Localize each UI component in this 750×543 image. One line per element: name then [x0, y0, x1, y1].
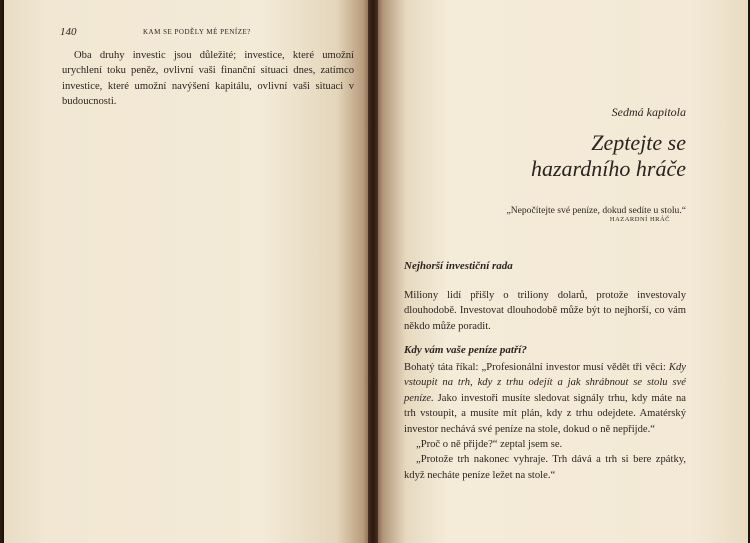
chapter-title-line1: Zeptejte se [591, 130, 686, 155]
section-2-p1-start: Bohatý táta říkal: „Profesionální investor musí vědět tři věci: [404, 362, 669, 373]
section-2-p1-italic: Kdy vstoupit na trh, kdy z trhu odejít a jak shrábnout se stolu své peníze. [404, 362, 686, 404]
section-2-text [404, 360, 686, 483]
section-1-text [404, 288, 686, 334]
epigraph-author: HAZARDNÍ HRÁČ [609, 216, 670, 223]
section-heading-1: Nejhorší investiční rada [404, 260, 513, 272]
chapter-title [440, 130, 686, 182]
section-2-paragraph-3: „Protože trh nakonec vyhraje. Trh dává a trh si bere zpátky, když necháte peníze ležet na stole.“ [404, 454, 686, 481]
chapter-title-line2: hazardního hráče [530, 156, 686, 181]
section-2-paragraph-1 [404, 360, 686, 437]
epigraph: „Nepočítejte své peníze, dokud sedíte u stolu.“ [506, 205, 686, 216]
running-head: KAM SE PODĚLY MÉ PENÍZE? [143, 28, 251, 36]
section-2-paragraph-2: „Proč o ně přijde?“ zeptal jsem se. [416, 439, 563, 451]
left-paragraph: Oba druhy investic jsou důležité; investice, které umožní urychlení toku peněz, ovlivní vaši finanční situaci dnes, zatímco investice, které umožní navýšení kapitálu, ovlivní vaši situaci v budoucnosti. [62, 50, 354, 108]
book-spine [368, 0, 378, 543]
chapter-label: Sedmá kapitola [611, 105, 686, 119]
page-number: 140 [60, 26, 77, 38]
section-heading-2: Kdy vám vaše peníze patří? [404, 344, 527, 356]
section-1-paragraph: Miliony lidí přišly o triliony dolarů, protože investovaly dlouhodobě. Investovat dlouhodobě může být to nejhorší, co vám někdo může poradit. [404, 290, 686, 332]
section-2-p1-end: Jako investoři musíte sledovat signály trhu, kdy máte na trh vstoupit, a musíte mít plán, kdy z trhu odejdete. Amatérský investor nechává své peníze na stole, dokud o ně nepřijde.“ [404, 392, 686, 435]
